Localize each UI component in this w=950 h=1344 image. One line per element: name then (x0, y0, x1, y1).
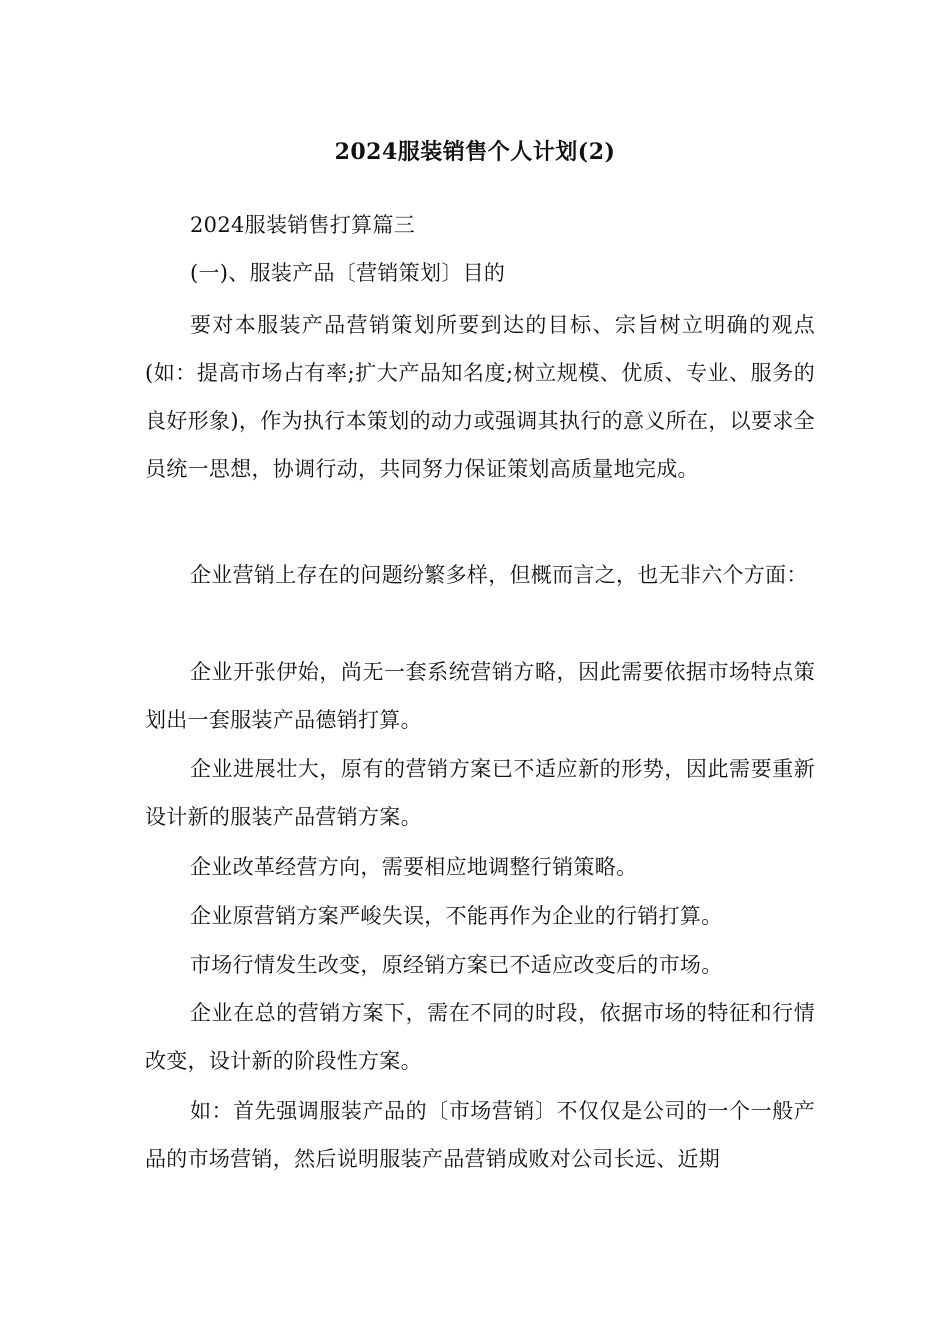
paragraph-subtitle: 2024服装销售打算篇三 (190, 213, 416, 237)
paragraph-example: 如：首先强调服装产品的〔市场营销〕不仅仅是公司的一个一般产品的市场营销，然后说明服装产品营销成败对公司长远、近期 (145, 1099, 815, 1171)
paragraph-section-heading: (一)、服装产品〔营销策划〕目的 (190, 261, 506, 285)
paragraph-item-4: 企业原营销方案严峻失误，不能再作为企业的行销打算。 (190, 904, 723, 928)
paragraph-item-2: 企业进展壮大，原有的营销方案已不适应新的形势，因此需要重新设计新的服装产品营销方案。 (145, 757, 815, 829)
paragraph-problems-intro: 企业营销上存在的问题纷繁多样，但概而言之，也无非六个方面： (190, 563, 808, 587)
document-title: 2024服装销售个人计划(2) (334, 139, 616, 165)
paragraph-item-1: 企业开张伊始，尚无一套系统营销方略，因此需要依据市场特点策划出一套服装产品德销打算。 (145, 660, 815, 732)
paragraph-item-5: 市场行情发生改变，原经销方案已不适应改变后的市场。 (190, 953, 723, 977)
paragraph-item-6: 企业在总的营销方案下，需在不同的时段，依据市场的特征和行情改变，设计新的阶段性方案。 (145, 1001, 815, 1073)
paragraph-item-3: 企业改革经营方向，需要相应地调整行销策略。 (190, 855, 638, 879)
paragraph-purpose: 要对本服装产品营销策划所要到达的目标、宗旨树立明确的观点(如：提高市场占有率;扩大产品知名度;树立规模、优质、专业、服务的良好形象)，作为执行本策划的动力或强调其执行的意义所在，以要求全员统一思想，协调行动，共同努力保证策划高质量地完成。 (145, 313, 815, 481)
